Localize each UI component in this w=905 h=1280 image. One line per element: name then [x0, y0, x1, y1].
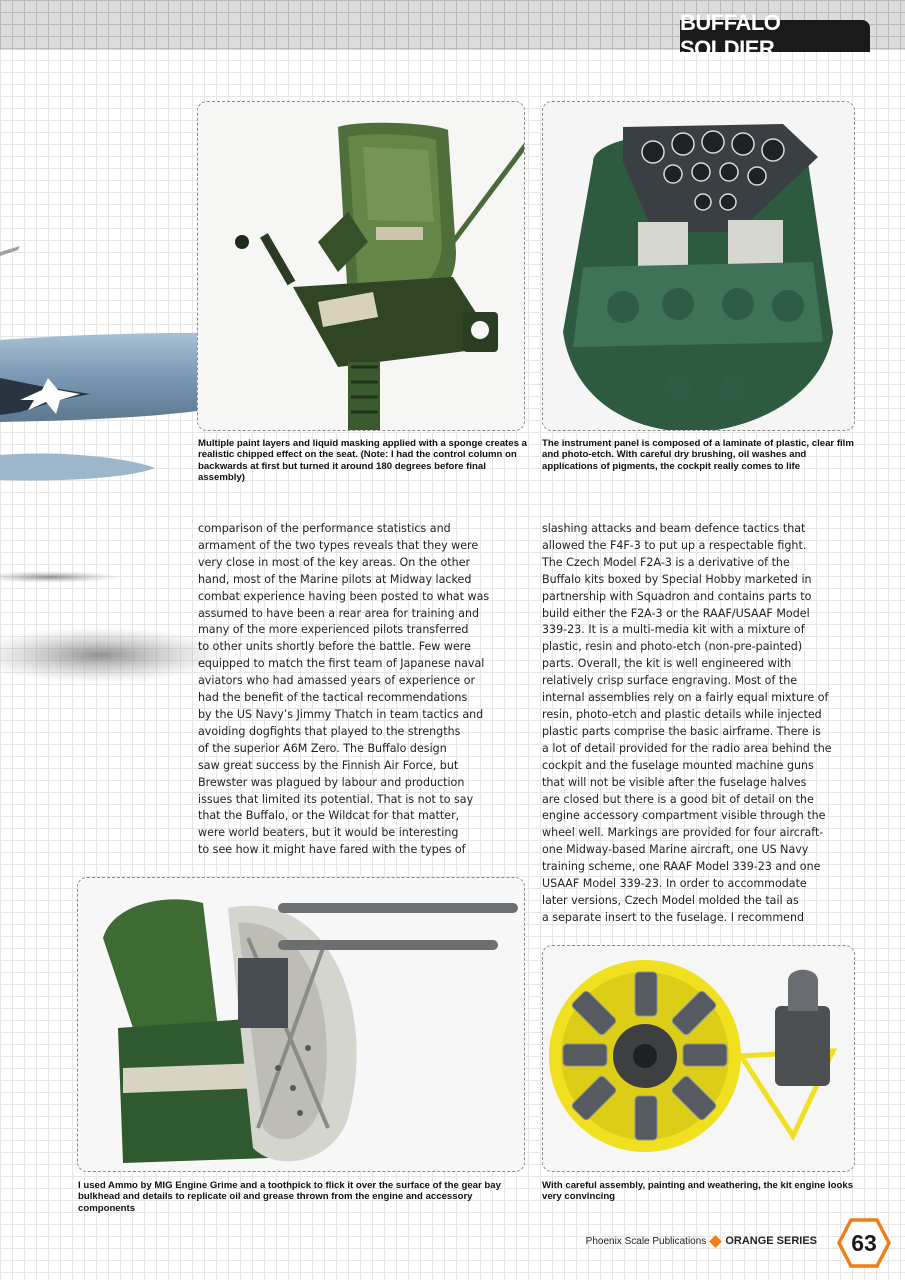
instrument-panel-illustration	[543, 102, 855, 431]
body-text-column-2: slashing attacks and beam defence tactics that allowed the F4F-3 to put up a respectable fight. The Czech Model F2A-3 is a derivative of the Buffalo kits boxed by Special Hobby marketed in partnership with Squadron and contains parts to build either the F2A-3 or the RAAF/USAAF Model 339-23. It is a multi-media kit with a mixture of plastic, resin and photo-etch (non-pre-painted) parts. Overall, the kit is well engineered with relatively crisp surface engraving. Most of the internal assemblies rely on a fairly equal mixture of resin, photo-etch and plastic details while injected plastic parts comprise the basic airframe. There is a lot of detail provided for the radio area behind the cockpit and the fuselage mounted machine guns that will not be visible after the fuselage halves are closed but there is a good bit of detail on the engine accessory compartment visible through the wheel well. Markings are provided for four aircraft- one Midway-based Marine aircraft, one US Navy training scheme, one RAAF Model 339-23 and one USAAF Model 339-23. In order to accommodate later versions, Czech Model molded the tail as a separate insert to the fuselage. I recommend	[542, 522, 832, 924]
photo-gear-bay-bulkhead	[77, 877, 525, 1172]
seat-model-illustration	[198, 102, 525, 431]
page-number: 63	[851, 1229, 877, 1256]
photo-kit-engine	[542, 945, 855, 1172]
footer-publisher	[586, 1235, 817, 1247]
section-title: BUFFALO SOLDIER	[680, 20, 870, 52]
caption-gear-bay-bulkhead: I used Ammo by MIG Engine Grime and a toothpick to flick it over the surface of the gear bay bulkhead and details to replicate oil and grease thrown from the engine and accessory components	[78, 1180, 501, 1214]
aircraft-detail-fragment	[0, 240, 30, 270]
series-name: ORANGE SERIES	[725, 1235, 817, 1247]
photo-instrument-panel	[542, 101, 855, 431]
body-text-column-1: comparison of the performance statistics and armament of the two types reveals that they were very close in most of the key areas. On the other hand, most of the Marine pilots at Midway lacked combat experience having been posted to what was assumed to have been a rear area for training and many of the more experienced pilots transferred to other units shortly before the battle. Few were equipped to match the first team of Japanese naval aviators who had amassed years of experience or had the benefit of the tactical recommendations by the US Navy’s Jimmy Thatch in team tactics and avoiding dogfights that played to the strengths of the superior A6M Zero. The Buffalo design saw great success by the Finnish Air Force, but Brewster was plagued by labour and production issues that limited its potential. That is not to say that the Buffalo, or the Wildcat for that matter, were world beaters, but it would be interesting to see how it might have fared with the types of	[198, 522, 490, 857]
publisher-name: Phoenix Scale Publications	[585, 1235, 707, 1247]
caption-cockpit-seat: Multiple paint layers and liquid masking applied with a sponge creates a realistic chipped effect on the seat. (Note: I had the control column on backwards at first but turned it around 180 degrees before final assembly)	[198, 438, 527, 484]
photo-cockpit-seat	[197, 101, 525, 431]
caption-instrument-panel: The instrument panel is composed of a laminate of plastic, clear film and photo-etch. With careful dry brushing, oil washes and applications of pigments, the cockpit really comes to life	[542, 438, 854, 472]
caption-kit-engine: With careful assembly, painting and weathering, the kit engine looks very convincing	[542, 1180, 854, 1203]
page-number-badge	[836, 1217, 892, 1269]
diamond-icon	[709, 1235, 722, 1248]
engine-illustration	[543, 946, 855, 1172]
gear-bay-illustration	[78, 878, 525, 1172]
